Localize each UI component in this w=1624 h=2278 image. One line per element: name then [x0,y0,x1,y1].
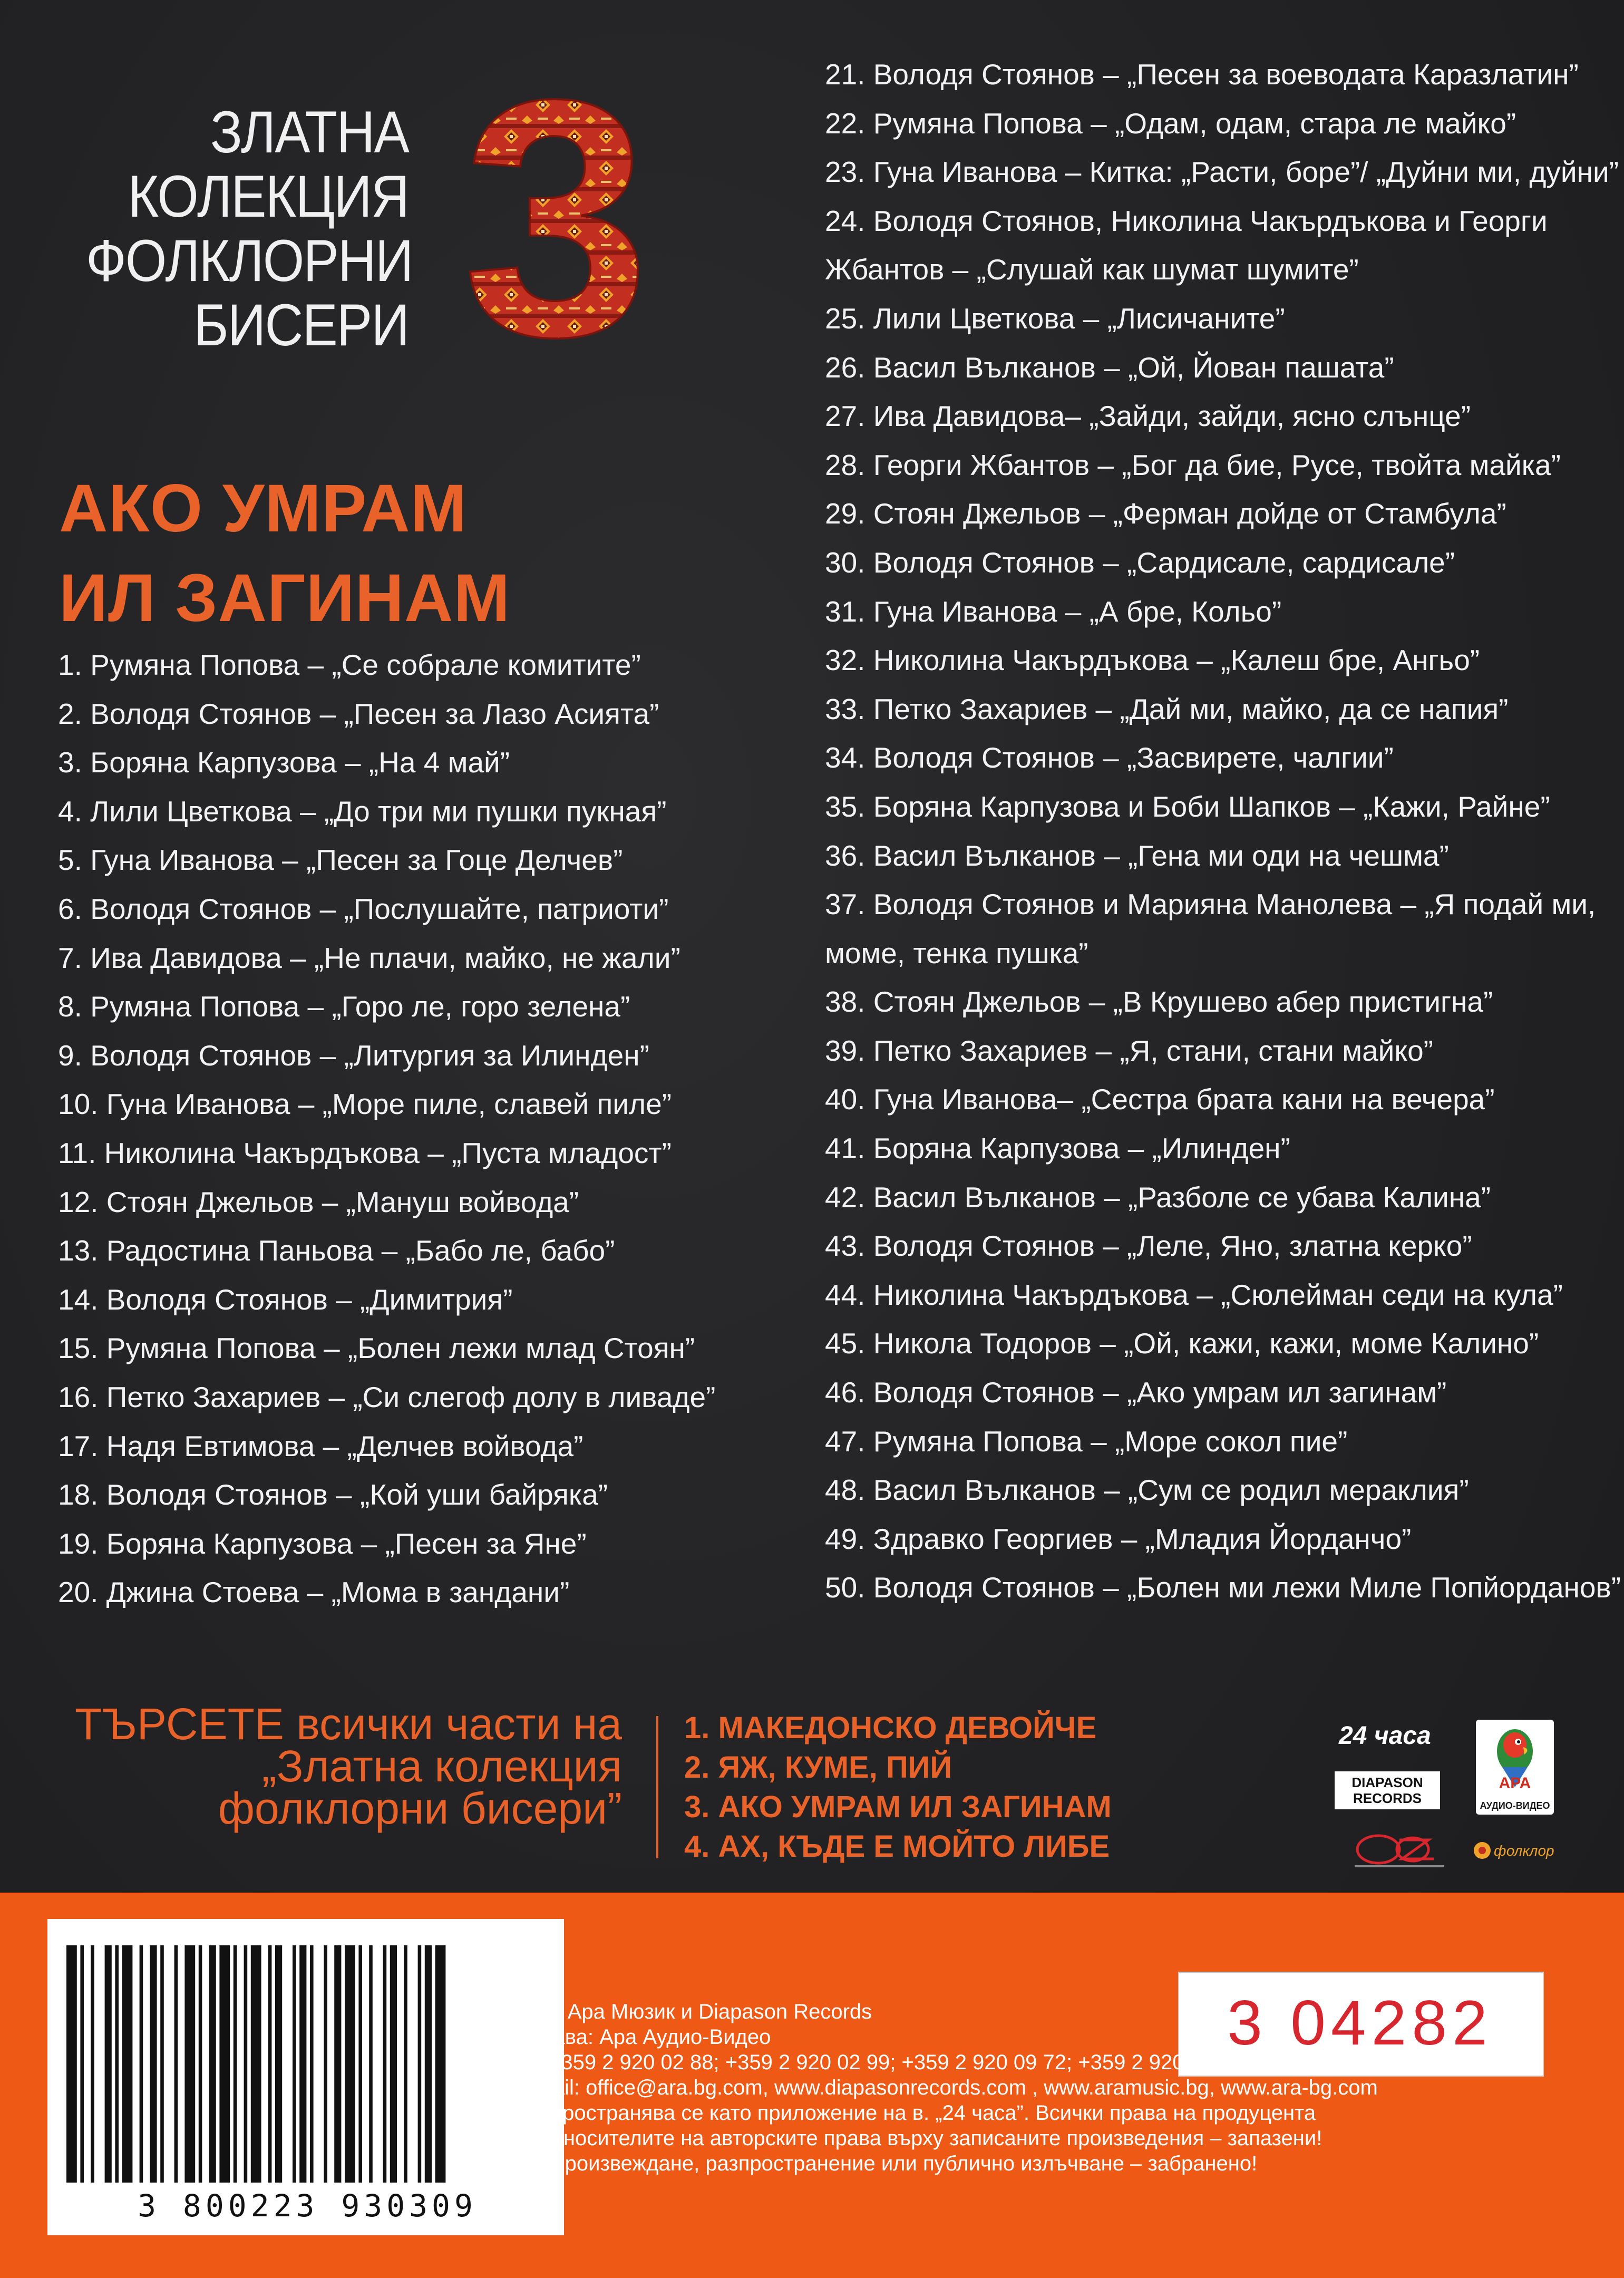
tracklist-left [58,641,715,1617]
series-title [86,99,413,358]
track-item: 9. Володя Стоянов – „Литургия за Илинден” [58,1039,649,1072]
track-item: 8. Румяна Попова – „Горо ле, горо зелена” [58,990,630,1023]
track-item: 46. Володя Стоянов – „Ако умрам ил загинам” [825,1376,1447,1409]
series-title-line: ЗЛАТНА [210,99,409,165]
barcode-bar [115,1945,119,2183]
album-title [59,464,510,643]
barcode-bar [122,1945,133,2183]
track-item: 41. Боряна Карпузова – „Илинден” [825,1132,1290,1165]
series-part: 4. АХ, КЪДЕ Е МОЙТО ЛИБЕ [684,1829,1110,1864]
search-prompt [53,1699,622,1833]
track-item: 32. Николина Чакърдъкова – „Калеш бре, Ангьо” [825,644,1480,677]
ara-wordmark: АРА [1499,1775,1531,1792]
track-item: 25. Лили Цветкова – „Лисичаните” [825,302,1285,335]
track-item: 30. Володя Стоянов – „Сардисале, сардисале” [825,546,1455,579]
barcode-bar [105,1945,112,2183]
barcode-bar [334,1945,341,2183]
barcode-bar [160,1945,164,2183]
credits-line: Разпространява се като приложение на в. „24 часа”. Всички права на продуцента [517,2101,1316,2125]
barcode-bar [209,1945,216,2183]
barcode-bar [324,1945,327,2183]
track-item: 13. Радостина Паньова – „Бабо ле, бабо” [58,1234,615,1267]
diapason-logo-line: DIAPASON [1351,1775,1423,1790]
barcode-bar [268,1945,272,2183]
track-item: 11. Николина Чакърдъкова – „Пуста младост” [58,1136,672,1169]
track-item: 26. Васил Вълканов – „Ой, Йован пашата” [825,351,1394,384]
track-item: 18. Володя Стоянов – „Кой уши байряка” [58,1478,608,1511]
track-item: 31. Гуна Иванова – „А бре, Кольо” [825,595,1282,628]
folklor-logo [1471,1835,1555,1866]
track-item: 17. Надя Евтимова – „Делчев войвода” [58,1429,584,1462]
barcode-bar [184,1945,195,2183]
track-item: 10. Гуна Иванова – „Море пиле, славей пиле” [58,1088,672,1121]
track-item: 24. Володя Стоянов, Николина Чакърдъкова и Георги [825,204,1548,237]
track-item: 28. Георги Жбантов – „Бог да бие, Русе, твойта майка” [825,448,1561,481]
track-item: 36. Васил Вълканов – „Гена ми оди на чешма” [825,839,1449,872]
credits-line: и на носителите на авторските права върху записаните произведения – запазени! [517,2127,1322,2150]
barcode-bar [140,1945,143,2183]
folklor-wordmark: фолклор [1494,1843,1554,1859]
search-line: ТЪРСЕТЕ всички части на [75,1699,622,1749]
volume-number-graphic [432,61,680,351]
barcode-bar [310,1945,314,2183]
ozo-logo [1349,1829,1450,1872]
track-item: 16. Петко Захариев – „Си слегоф долу в ливаде” [58,1380,716,1413]
track-item: Жбантов – „Слушай как шумат шумите” [825,253,1359,286]
ara-logo [1476,1720,1554,1815]
track-item: 47. Румяна Попова – „Море сокол пие” [825,1424,1348,1458]
track-item: 6. Володя Стоянов – „Послушайте, патриоти” [58,892,669,925]
track-item: 1. Румяна Попова – „Се собрале комитите” [58,648,641,681]
barcode-bar [293,1945,296,2183]
barcode-bar [418,1945,422,2183]
track-item: 34. Володя Стоянов – „Засвирете, чалгии” [825,741,1394,774]
credits-line: Възпроизвеждане, разпространение или публично излъчване – забранено! [517,2152,1258,2175]
barcode-icon [63,1945,548,2183]
barcode-bar [174,1945,178,2183]
credits-block [517,1999,1378,2176]
barcode-bar [345,1945,355,2183]
track-item: 21. Володя Стоянов – „Песен за воеводата Каразлатин” [825,58,1579,91]
barcode-bar [80,1945,84,2183]
barcode-bar [199,1945,202,2183]
track-item: 39. Петко Захариев – „Я, стани, стани майко” [825,1034,1433,1067]
track-item: 45. Никола Тодоров – „Ой, кажи, кажи, моме Калино” [825,1327,1539,1360]
barcode-bar [435,1945,446,2183]
track-item: 3. Боряна Карпузова – „На 4 май” [58,746,510,779]
catalog-number: 3 04282 [1227,1988,1493,2058]
credits-line: e-mail: office@ara.bg.com, www.diapasonrecords.com , www.aramusic.bg, www.ara-bg.com [517,2076,1378,2099]
barcode-number: 3 800223 930309 [138,2188,477,2224]
parrot-icon [1476,1720,1554,1794]
diapason-logo [1335,1771,1440,1809]
search-line: „Златна колекция [261,1741,622,1791]
track-item: 44. Николина Чакърдъкова – „Сюлейман седи на кула” [825,1278,1563,1311]
barcode-bar [390,1945,397,2183]
track-item: 27. Ива Давидова– „Зайди, зайди, ясно слънце” [825,400,1471,433]
tracklist-right [825,50,1621,1612]
track-item: 43. Володя Стоянов – „Леле, Яно, златна керко” [825,1229,1472,1263]
barcode-bar [369,1945,373,2183]
track-item: 42. Васил Вълканов – „Разболе се убава Калина” [825,1180,1491,1214]
barcode-bar [244,1945,248,2183]
search-line: фолклорни бисери” [218,1783,622,1833]
track-item: 5. Гуна Иванова – „Песен за Гоце Делчев” [58,844,623,877]
barcode-bar [150,1945,157,2183]
track-item: 14. Володя Стоянов – „Димитрия” [58,1283,513,1316]
track-item: 33. Петко Захариев – „Дай ми, майко, да се напия” [825,692,1509,725]
track-item: 7. Ива Давидова – „Не плачи, майко, не жали” [58,941,680,974]
track-item: 20. Джина Стоева – „Мома в зандани” [58,1576,570,1609]
divider [656,1716,658,1858]
barcode-bar [358,1945,362,2183]
series-part: 1. МАКЕДОНСКО ДЕВОЙЧЕ [684,1711,1097,1745]
track-item: 35. Боряна Карпузова и Боби Шапков – „Кажи, Райне” [825,790,1550,823]
track-item: 49. Здравко Георгиев – „Младия Йорданчо” [825,1522,1412,1555]
newspaper-logo: 24 часа [1339,1722,1431,1750]
track-item: 38. Стоян Джельов – „В Крушево абер пристигна” [825,985,1493,1019]
series-part: 2. ЯЖ, КУМЕ, ПИЙ [684,1750,952,1785]
track-item: 12. Стоян Джельов – „Мануш войвода” [58,1185,579,1218]
track-item: 15. Румяна Попова – „Болен лежи млад Стоян” [58,1332,695,1365]
barcode-bar [66,1945,77,2183]
track-item: 22. Румяна Попова – „Одам, одам, стара ле майко” [825,106,1516,140]
barcode-bar [219,1945,230,2183]
track-item: 48. Васил Вълканов – „Сум се родил мераклия” [825,1474,1469,1507]
album-title-line: АКО УМРАМ [59,471,468,546]
track-item: 29. Стоян Джельов – „Ферман дойде от Стамбула” [825,497,1506,530]
barcode-bar [383,1945,387,2183]
barcode-bar [299,1945,306,2183]
credits-line: тел. 359 2 920 02 88; +359 2 920 02 99; +359 2 920 09 72; +359 2 920 03 13 [517,2051,1243,2074]
track-item: 4. Лили Цветкова – „До три ми пушки пукная” [58,794,667,828]
barcode-bar [275,1945,282,2183]
track-item: 23. Гуна Иванова – Китка: „Расти, боре”/ „Дуйни ми, дуйни” [825,156,1619,189]
track-item: 2. Володя Стоянов – „Песен за Лазо Асията” [58,697,659,730]
track-item: 37. Володя Стоянов и Марияна Манолева – „Я подай ми, [825,888,1596,921]
series-title-line: БИСЕРИ [193,292,409,358]
credits-line: ©&® Ара Мюзик и Diapason Records [517,2000,872,2023]
volume-number: 3 [462,61,650,351]
track-item: 19. Боряна Карпузова – „Песен за Яне” [58,1527,587,1560]
track-item: 40. Гуна Иванова– „Сестра брата кани на вечера” [825,1083,1495,1116]
barcode-bar [91,1945,94,2183]
album-title-line: ИЛ ЗАГИНАМ [59,560,511,636]
credits-line: Издава: Ара Аудио-Видео [517,2025,771,2049]
diapason-logo-line: RECORDS [1353,1790,1422,1806]
series-part: 3. АКО УМРАМ ИЛ ЗАГИНАМ [684,1790,1112,1824]
series-title-line: ФОЛКЛОРНИ [86,228,413,294]
track-item: 50. Володя Стоянов – „Болен ми лежи Миле Попйорданов” [825,1571,1621,1604]
barcode-bar [425,1945,432,2183]
barcode-bar [251,1945,261,2183]
barcode-bar [234,1945,237,2183]
series-parts-list [684,1708,1112,1866]
series-title-line: КОЛЕКЦИЯ [128,163,409,229]
barcode-bar [404,1945,407,2183]
ara-logo-subtitle: АУДИО-ВИДЕО [1480,1800,1550,1811]
track-item: моме, тенка пушка” [825,936,1088,970]
